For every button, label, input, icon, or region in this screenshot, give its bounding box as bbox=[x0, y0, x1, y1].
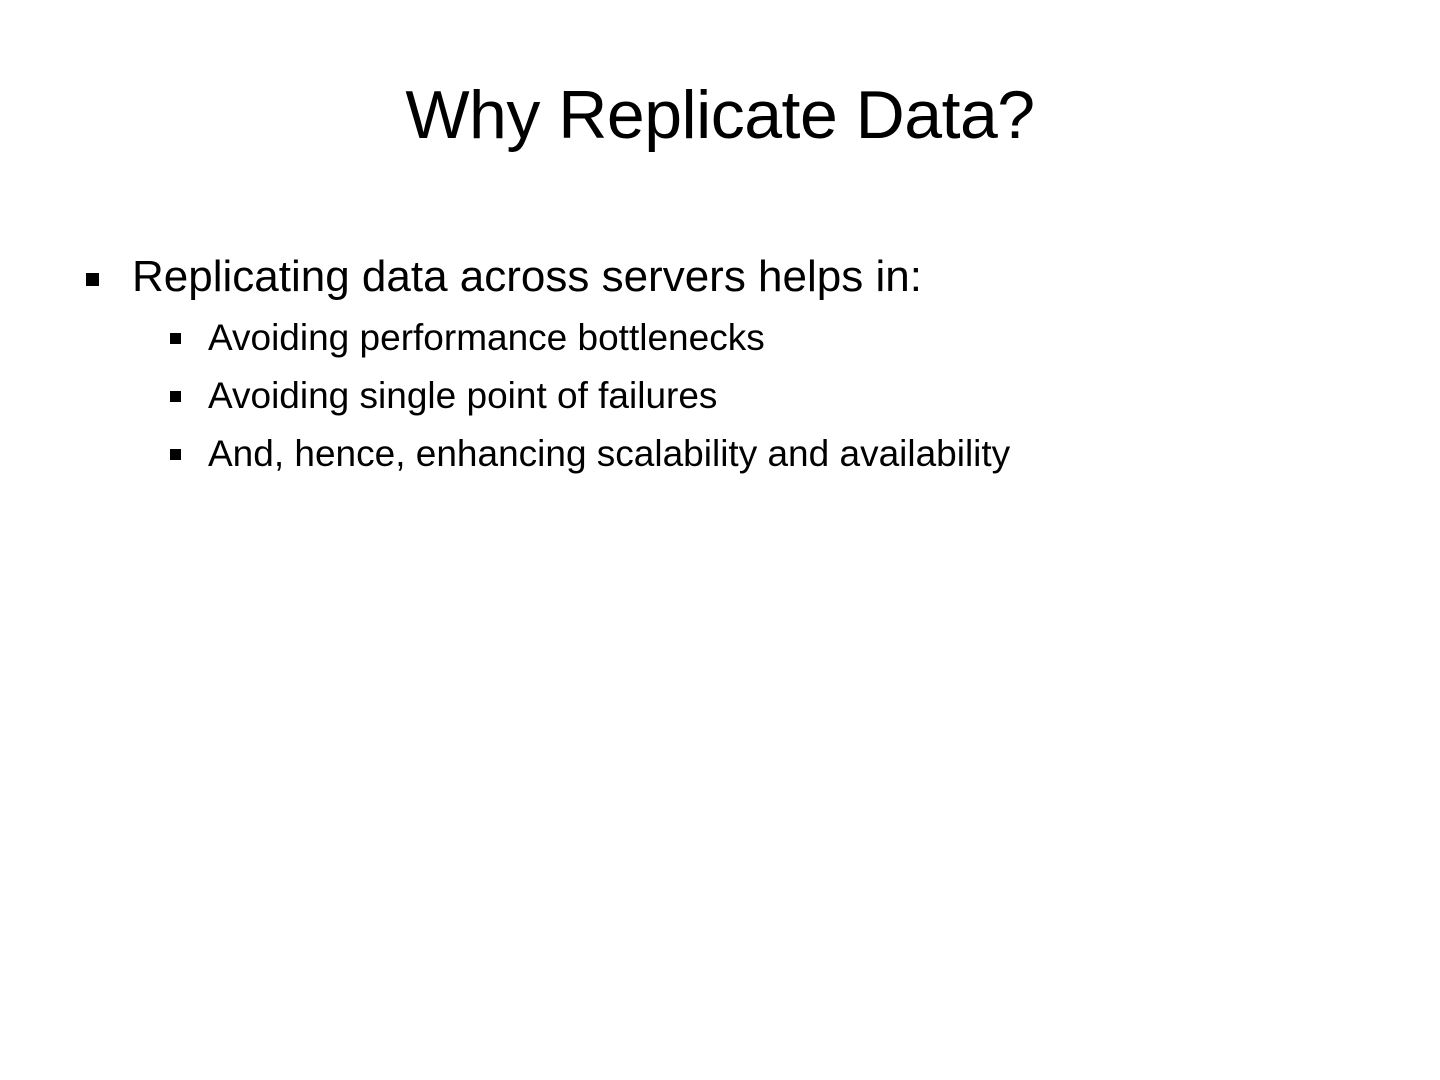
bullet-level1-text: Replicating data across servers helps in: bbox=[132, 252, 922, 301]
slide-body bbox=[86, 248, 1386, 486]
bullet-level2-text: And, hence, enhancing scalability and availability bbox=[208, 433, 1011, 474]
sub-list bbox=[170, 312, 1386, 480]
list-item bbox=[170, 312, 1386, 364]
bullet-level2-text: Avoiding performance bottlenecks bbox=[208, 317, 765, 358]
list-item bbox=[86, 248, 1386, 306]
bullet-square-icon bbox=[170, 370, 208, 422]
list-item bbox=[170, 370, 1386, 422]
bullet-square-icon bbox=[86, 248, 132, 306]
list-item bbox=[170, 428, 1386, 480]
page-title: Why Replicate Data? bbox=[405, 77, 1035, 153]
bullet-square-icon bbox=[170, 428, 208, 480]
bullet-level2-text: Avoiding single point of failures bbox=[208, 375, 718, 416]
bullet-square-icon bbox=[170, 312, 208, 364]
